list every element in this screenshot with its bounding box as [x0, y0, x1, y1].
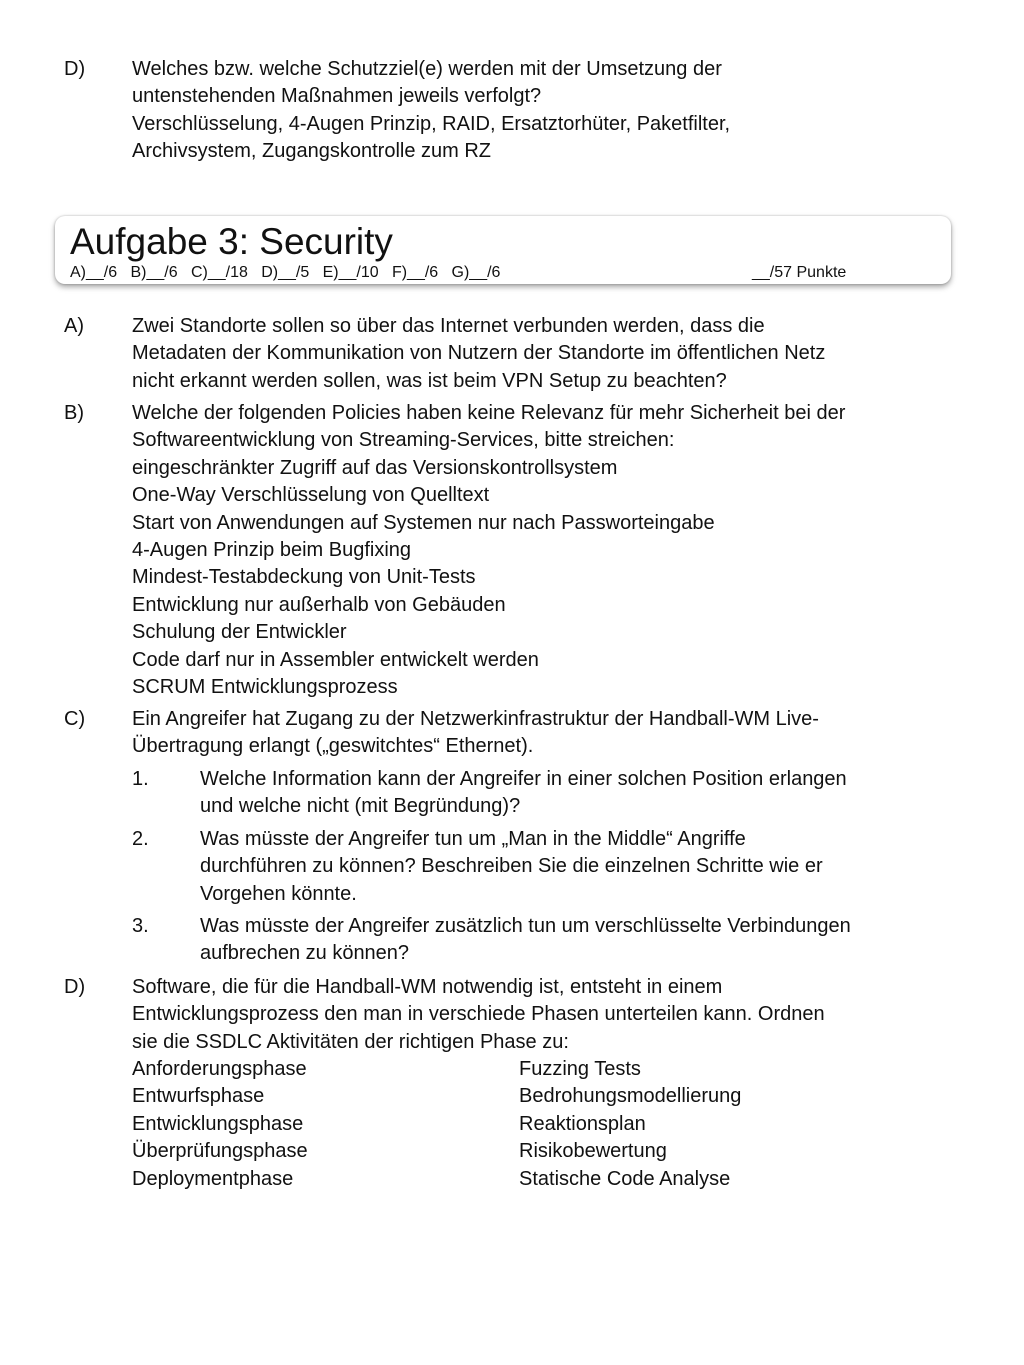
text-line: und welche nicht (mit Begründung)? — [200, 795, 521, 818]
activity-item: Statische Code Analyse — [519, 1167, 731, 1190]
text-line: untenstehenden Maßnahmen jeweils verfolgt? — [132, 85, 542, 108]
subquestion-text — [200, 766, 960, 821]
text-line: Softwareentwicklung von Streaming-Services, bitte streichen: — [132, 429, 675, 452]
text-line: sie die SSDLC Aktivitäten der richtigen Phase zu: — [132, 1030, 569, 1053]
policy-item: One-Way Verschlüsselung von Quelltext — [132, 484, 490, 507]
question-label: A) — [64, 315, 84, 337]
question-text — [132, 56, 962, 166]
text-line: Entwicklungsprozess den man in verschiede Phasen unterteilen kann. Ordnen — [132, 1003, 825, 1026]
policy-item: Code darf nur in Assembler entwickelt werden — [132, 648, 539, 671]
policy-item: Schulung der Entwickler — [132, 621, 347, 644]
policy-item: Entwicklung nur außerhalb von Gebäuden — [132, 593, 506, 616]
policy-item: SCRUM Entwicklungsprozess — [132, 676, 398, 699]
question-text — [132, 313, 962, 395]
subquestion-number: 3. — [132, 915, 149, 937]
text-line: Ein Angreifer hat Zugang zu der Netzwerkinfrastruktur der Handball-WM Live- — [132, 708, 819, 730]
activity-item: Reaktionsplan — [519, 1112, 646, 1135]
activity-item: Risikobewertung — [519, 1140, 667, 1163]
text-line: Metadaten der Kommunikation von Nutzern der Standorte im öffentlichen Netz — [132, 342, 826, 365]
text-line: Was müsste der Angreifer tun um „Man in the Middle“ Angriffe — [200, 828, 746, 850]
phase-item: Entwicklungsphase — [132, 1112, 304, 1135]
text-line: Übertragung erlangt („geswitchtes“ Ethernet). — [132, 735, 534, 758]
section-header — [55, 216, 951, 284]
text-line: Verschlüsselung, 4-Augen Prinzip, RAID, Ersatztorhüter, Paketfilter, — [132, 112, 731, 135]
activity-column — [519, 1056, 741, 1193]
question-text — [132, 974, 962, 1056]
policy-item: Mindest-Testabdeckung von Unit-Tests — [132, 566, 476, 589]
score-breakdown: A)__/6 B)__/6 C)__/18 D)__/5 E)__/10 F)__/6 G)__/6 — [70, 264, 501, 281]
phase-item: Überprüfungsphase — [132, 1140, 308, 1163]
question-label: D) — [64, 58, 86, 80]
subquestion-number: 2. — [132, 828, 149, 850]
policy-item: Start von Anwendungen auf Systemen nur nach Passworteingabe — [132, 511, 715, 534]
policy-item: eingeschränkter Zugriff auf das Versionskontrollsystem — [132, 456, 618, 479]
text-line: Welches bzw. welche Schutzziel(e) werden mit der Umsetzung der — [132, 58, 722, 80]
text-line: Welche der folgenden Policies haben keine Relevanz für mehr Sicherheit bei der — [132, 402, 846, 424]
text-line: Archivsystem, Zugangskontrolle zum RZ — [132, 140, 492, 163]
phase-item: Entwurfsphase — [132, 1085, 265, 1108]
activity-item: Bedrohungsmodellierung — [519, 1085, 742, 1108]
text-line: durchführen zu können? Beschreiben Sie die einzelnen Schritte wie er — [200, 855, 823, 878]
question-text — [132, 706, 962, 761]
question-text — [132, 400, 962, 701]
text-line: Software, die für die Handball-WM notwendig ist, entsteht in einem — [132, 976, 723, 998]
text-line: Zwei Standorte sollen so über das Internet verbunden werden, dass die — [132, 315, 765, 337]
subquestion-number: 1. — [132, 768, 149, 790]
subquestion-text — [200, 826, 960, 908]
text-line: aufbrechen zu können? — [200, 942, 410, 965]
phase-item: Deploymentphase — [132, 1167, 294, 1190]
question-label: D) — [64, 976, 86, 998]
question-label: B) — [64, 402, 84, 424]
question-label: C) — [64, 708, 86, 730]
policy-item: 4-Augen Prinzip beim Bugfixing — [132, 539, 412, 562]
text-line: Welche Information kann der Angreifer in einer solchen Position erlangen — [200, 768, 847, 790]
text-line: nicht erkannt werden sollen, was ist beim VPN Setup zu beachten? — [132, 369, 727, 392]
text-line: Vorgehen könnte. — [200, 882, 357, 905]
score-total: __/57 Punkte — [752, 264, 847, 281]
section-title: Aufgabe 3: Security — [70, 221, 393, 262]
subquestion-text — [200, 913, 960, 968]
phase-item: Anforderungsphase — [132, 1058, 307, 1080]
phase-column — [132, 1056, 308, 1193]
activity-item: Fuzzing Tests — [519, 1058, 641, 1080]
text-line: Was müsste der Angreifer zusätzlich tun um verschlüsselte Verbindungen — [200, 915, 851, 937]
